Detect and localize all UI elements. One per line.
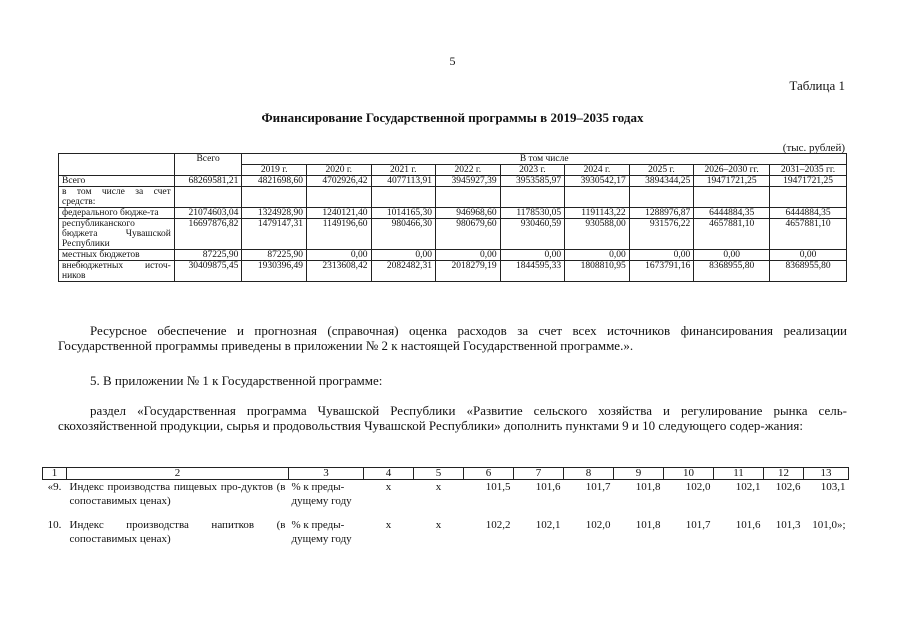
paragraph-section: раздел «Государственная программа Чувашской Республики «Развитие сельского хозяйства и регулирование рынка сель-скохозяйственной продукции, сырья и продовольствия Чувашской Республики» дополнить пунктами 9 и 10 следующего содер-жания: — [58, 403, 847, 433]
indicator-value: 102,1 — [535, 519, 561, 531]
column-number: 8 — [564, 468, 614, 480]
row-value: 1240121,40 — [306, 208, 371, 219]
row-value: 930588,00 — [565, 219, 630, 250]
indicator-value: 101,7 — [685, 519, 711, 531]
row-value: 1324928,90 — [242, 208, 307, 219]
indicator-value: 101,3 — [775, 519, 801, 531]
row-value: 1288976,87 — [629, 208, 694, 219]
row-label: в том числе за счет средств: — [59, 187, 175, 208]
indicator-value: 102,0 — [585, 519, 611, 531]
row-value: 1191143,22 — [565, 208, 630, 219]
column-number: 9 — [614, 468, 664, 480]
row-value — [436, 187, 501, 208]
row-value — [629, 187, 694, 208]
column-number: 6 — [464, 468, 514, 480]
row-value: 0,00 — [371, 250, 436, 261]
header-total: Всего — [174, 154, 242, 176]
header-year: 2024 г. — [565, 165, 630, 176]
indicator-name: Индекс производства напитков (в сопоставимых ценах) — [69, 519, 286, 545]
financing-table — [58, 153, 847, 282]
row-value — [242, 187, 307, 208]
row-value: 931576,22 — [629, 219, 694, 250]
indicator-col4: x — [385, 519, 392, 531]
row-value: 19471721,25 — [770, 176, 847, 187]
indicators-table — [42, 467, 849, 546]
row-value: 930460,59 — [500, 219, 565, 250]
table-row — [59, 176, 847, 187]
row-label: местных бюджетов — [59, 250, 175, 261]
indicator-value: 103,1 — [820, 481, 846, 493]
row-value: 0,00 — [436, 250, 501, 261]
row-value: 8368955,80 — [694, 261, 770, 282]
row-value: 6444884,35 — [694, 208, 770, 219]
indicator-unit: % к преды-дущему году — [291, 519, 352, 545]
row-value: 1479147,31 — [242, 219, 307, 250]
row-value: 0,00 — [770, 250, 847, 261]
row-value: 1673791,16 — [629, 261, 694, 282]
header-year: 2021 г. — [371, 165, 436, 176]
indicator-number: 10. — [47, 519, 62, 531]
row-value: 6444884,35 — [770, 208, 847, 219]
indicator-value: 101,5 — [485, 481, 511, 493]
paragraph-appendix: 5. В приложении № 1 к Государственной программе: — [90, 373, 383, 388]
row-value: 4077113,91 — [371, 176, 436, 187]
row-value: 980679,60 — [436, 219, 501, 250]
row-total: 87225,90 — [174, 250, 242, 261]
row-value: 0,00 — [694, 250, 770, 261]
row-total: 21074603,04 — [174, 208, 242, 219]
header-year: 2020 г. — [306, 165, 371, 176]
indicator-number: «9. — [47, 481, 62, 493]
indicator-value: 101,6 — [535, 481, 561, 493]
table-row — [59, 250, 847, 261]
row-value — [770, 187, 847, 208]
row-value: 87225,90 — [242, 250, 307, 261]
row-value: 4821698,60 — [242, 176, 307, 187]
column-number: 11 — [714, 468, 764, 480]
row-value: 1149196,60 — [306, 219, 371, 250]
indicator-name: Индекс производства пищевых про-дуктов (в сопоставимых ценах) — [69, 481, 286, 507]
column-number: 13 — [804, 468, 849, 480]
table-row — [59, 261, 847, 282]
row-value: 1014165,30 — [371, 208, 436, 219]
row-value: 19471721,25 — [694, 176, 770, 187]
row-value: 946968,60 — [436, 208, 501, 219]
table-row — [59, 187, 847, 208]
column-number: 4 — [364, 468, 414, 480]
header-year: 2026–2030 гг. — [694, 165, 770, 176]
row-value: 3930542,17 — [565, 176, 630, 187]
header-year: 2031–2035 гг. — [770, 165, 847, 176]
row-value: 1178530,05 — [500, 208, 565, 219]
row-value: 4657881,10 — [770, 219, 847, 250]
row-label: республиканского бюджета Чувашской Республики — [59, 219, 175, 250]
row-value: 8368955,80 — [770, 261, 847, 282]
indicator-row — [43, 518, 849, 546]
header-year: 2022 г. — [436, 165, 501, 176]
page-number: 5 — [449, 54, 456, 68]
table-label: Таблица 1 — [789, 78, 845, 93]
header-year: 2025 г. — [629, 165, 694, 176]
row-value: 4657881,10 — [694, 219, 770, 250]
row-value — [565, 187, 630, 208]
row-value: 1808810,95 — [565, 261, 630, 282]
indicator-value: 102,1 — [735, 481, 761, 493]
row-label: федерального бюдже-та — [59, 208, 175, 219]
row-value — [694, 187, 770, 208]
units-note: (тыс. рублей) — [782, 142, 845, 154]
row-label: внебюджетных источ-ников — [59, 261, 175, 282]
row-value — [306, 187, 371, 208]
table-row — [59, 219, 847, 250]
row-value: 2082482,31 — [371, 261, 436, 282]
paragraph-resources: Ресурсное обеспечение и прогнозная (справочная) оценка расходов за счет всех источников финансирования реализации Государственной программы приведены в приложении № 2 к настоящей Государственной программе.». — [58, 323, 847, 353]
row-value: 3945927,39 — [436, 176, 501, 187]
header-year: 2019 г. — [242, 165, 307, 176]
row-value: 1930396,49 — [242, 261, 307, 282]
row-total — [174, 187, 242, 208]
row-total: 68269581,21 — [174, 176, 242, 187]
row-value: 3894344,25 — [629, 176, 694, 187]
header-empty — [59, 154, 175, 176]
row-value: 3953585,97 — [500, 176, 565, 187]
column-number: 1 — [43, 468, 67, 480]
row-value — [500, 187, 565, 208]
indicator-value: 102,2 — [485, 519, 511, 531]
column-number: 3 — [289, 468, 364, 480]
row-value: 2018279,19 — [436, 261, 501, 282]
row-total: 30409875,45 — [174, 261, 242, 282]
indicator-value: 101,8 — [635, 481, 661, 493]
indicator-col5: x — [435, 481, 442, 493]
row-value: 1844595,33 — [500, 261, 565, 282]
indicator-value: 102,0 — [685, 481, 711, 493]
column-number: 12 — [764, 468, 804, 480]
row-value: 0,00 — [629, 250, 694, 261]
row-value: 980466,30 — [371, 219, 436, 250]
row-total: 16697876,82 — [174, 219, 242, 250]
header-year: 2023 г. — [500, 165, 565, 176]
row-label: Всего — [59, 176, 175, 187]
column-number: 7 — [514, 468, 564, 480]
column-number: 10 — [664, 468, 714, 480]
row-value: 0,00 — [500, 250, 565, 261]
indicator-col5: x — [435, 519, 442, 531]
row-value: 4702926,42 — [306, 176, 371, 187]
indicator-value: 101,8 — [635, 519, 661, 531]
indicator-value: 102,6 — [775, 481, 801, 493]
row-value — [371, 187, 436, 208]
indicator-col4: x — [385, 481, 392, 493]
header-including: В том числе — [242, 154, 847, 165]
indicator-unit: % к преды-дущему году — [291, 481, 352, 507]
indicator-row — [43, 480, 849, 509]
indicator-value: 101,0»; — [812, 519, 846, 531]
table-row — [59, 208, 847, 219]
indicator-value: 101,7 — [585, 481, 611, 493]
row-spacer — [43, 508, 849, 518]
row-value: 0,00 — [306, 250, 371, 261]
column-number: 2 — [67, 468, 289, 480]
table-title: Финансирование Государственной программы в 2019–2035 годах — [261, 110, 644, 125]
row-value: 0,00 — [565, 250, 630, 261]
row-value: 2313608,42 — [306, 261, 371, 282]
column-number: 5 — [414, 468, 464, 480]
indicator-value: 101,6 — [735, 519, 761, 531]
